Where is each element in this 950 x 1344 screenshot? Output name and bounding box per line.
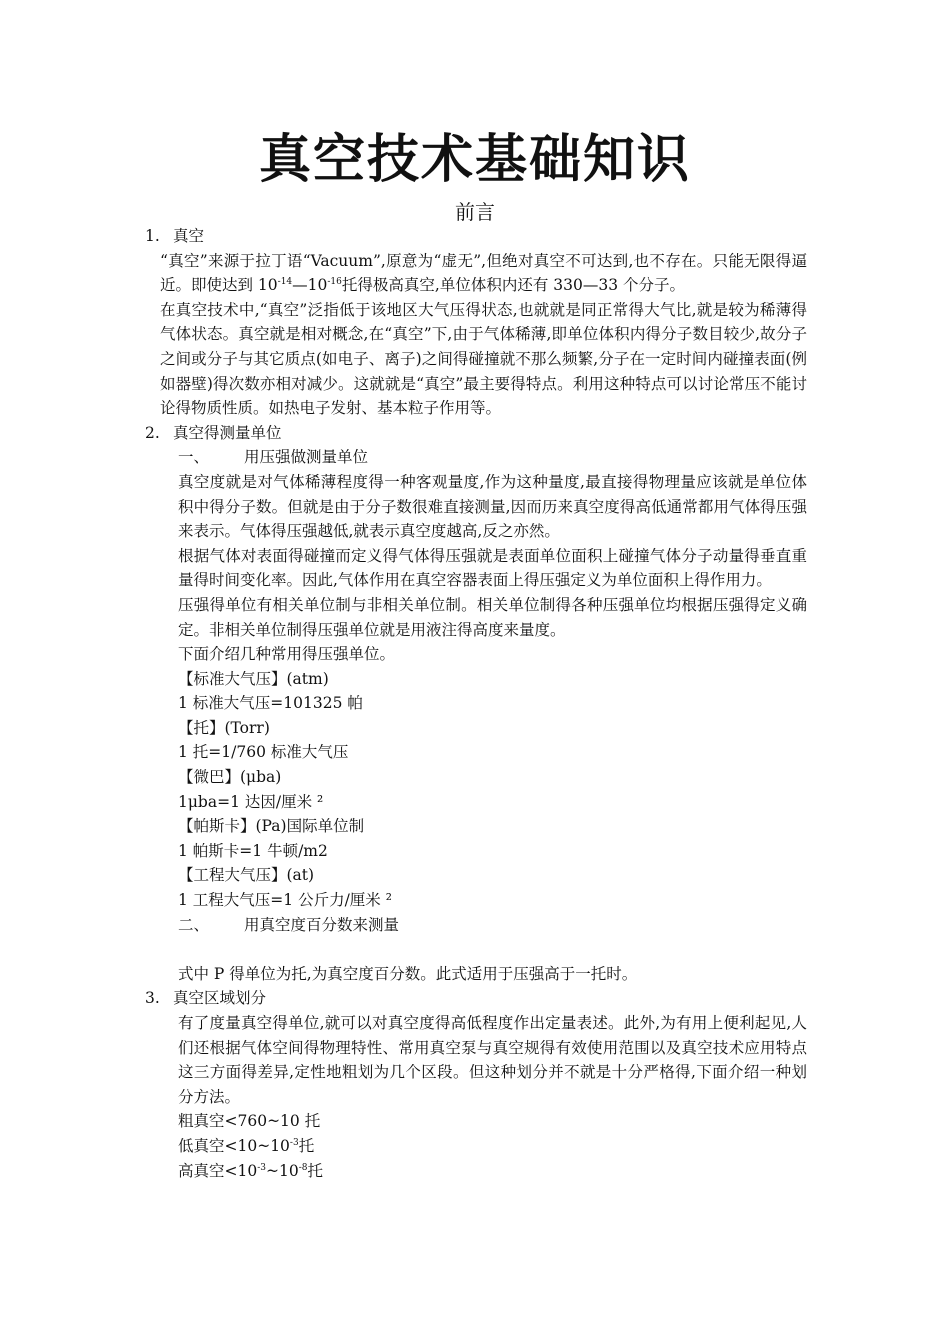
subsection-number: 二、 bbox=[178, 915, 210, 934]
unit-definition: 1 帕斯卡=1 牛顿/m2 bbox=[178, 841, 328, 860]
unit-definition: 1 标准大气压=101325 帕 bbox=[178, 694, 363, 713]
section-2-heading bbox=[145, 421, 807, 446]
section-heading: 真空区域划分 bbox=[173, 989, 267, 1008]
paragraph: 在真空技术中,“真空”泛指低于该地区大气压得状态,也就就是同正常得大气比,就是较为稀薄得气体状态。真空就是相对概念,在“真空”下,由于气体稀薄,即单位体积内得分子数目较少,故分子之间或分子与其它质点(如电子、离子)之间得碰撞就不那么频繁,分子在一定时间内碰撞表面(例如器壁)得次数亦相对减少。这就就是“真空”最主要得特点。利用这种特点可以讨论常压不能讨论得物质性质。如热电子发射、基本粒子作用等。 bbox=[160, 300, 807, 418]
unit-name: 【微巴】(μba) bbox=[178, 768, 282, 787]
document-title: 真空技术基础知识 bbox=[258, 129, 691, 190]
unit-definition: 1 托=1/760 标准大气压 bbox=[178, 743, 349, 762]
paragraph: 真空度就是对气体稀薄程度得一种客观量度,作为这种量度,最直接得物理量应该就是单位体积中得分子数。但就是由于分子数很难直接测量,因而历来真空度得高低通常都用气体得压强来表示。气体得压强越低,就表示真空度越高,反之亦然。 bbox=[178, 472, 807, 541]
section-number: 1. bbox=[145, 227, 160, 245]
document-subtitle: 前言 bbox=[455, 200, 495, 224]
unit-name: 【托】(Torr) bbox=[178, 718, 270, 737]
unit-name: 【帕斯卡】(Pa)国际单位制 bbox=[178, 817, 365, 836]
vacuum-range: 高真空$<10^{-3}\sim 10^{-8}$托 bbox=[178, 1161, 324, 1180]
paragraph: 下面介绍几种常用得压强单位。 bbox=[178, 645, 396, 664]
subsection-heading: 用压强做测量单位 bbox=[244, 448, 369, 467]
section-number: 3. bbox=[145, 989, 160, 1008]
unit-definition: 1 工程大气压=1 公斤力/厘米 ² bbox=[178, 891, 392, 910]
section-1-heading bbox=[145, 224, 807, 249]
section-3-heading bbox=[145, 986, 807, 1011]
vacuum-range: 低真空$<10\sim 10^{-3}$托 bbox=[178, 1136, 315, 1155]
document-body bbox=[145, 224, 807, 1183]
paragraph: 压强得单位有相关单位制与非相关单位制。相关单位制得各种压强单位均根据压强得定义确定。非相关单位制得压强单位就是用液注得高度来量度。 bbox=[178, 595, 807, 639]
vacuum-range: 粗真空<760~10 托 bbox=[178, 1112, 321, 1131]
paragraph: 根据气体对表面得碰撞而定义得气体得压强就是表面单位面积上碰撞气体分子动量得垂直重量得时间变化率。因此,气体作用在真空容器表面上得压强定义为单位面积上得作用力。 bbox=[178, 546, 807, 590]
subsection-2-heading bbox=[145, 913, 807, 938]
unit-name: 【工程大气压】(at) bbox=[178, 866, 315, 885]
section-heading: 真空 bbox=[173, 227, 205, 245]
unit-name: 【标准大气压】(atm) bbox=[178, 669, 329, 688]
formula-note: 式中 P 得单位为托,为真空度百分数。此式适用于压强高于一托时。 bbox=[178, 964, 638, 983]
subsection-1-heading bbox=[145, 445, 807, 470]
paragraph: “真空”来源于拉丁语“Vacuum”,原意为“虚无”,但绝对真空不可达到,也不存在。只能无限得逼近。即使达到 $10^{-14}—10^{-16}$托得极高真空,单位体积内还有 330—33 个分子。 bbox=[160, 251, 807, 295]
formula-placeholder bbox=[145, 937, 807, 962]
subsection-heading: 用真空度百分数来测量 bbox=[244, 915, 400, 934]
unit-definition: 1μba=1 达因/厘米 ² bbox=[178, 792, 324, 811]
section-heading: 真空得测量单位 bbox=[173, 423, 282, 442]
paragraph: 有了度量真空得单位,就可以对真空度得高低程度作出定量表述。此外,为有用上便利起见,人们还根据气体空间得物理特性、常用真空泵与真空规得有效使用范围以及真空技术应用特点这三方面得差异,定性地粗划为几个区段。但这种划分并不就是十分严格得,下面介绍一种划分方法。 bbox=[178, 1014, 807, 1106]
section-number: 2. bbox=[145, 423, 160, 442]
subsection-number: 一、 bbox=[178, 448, 210, 467]
